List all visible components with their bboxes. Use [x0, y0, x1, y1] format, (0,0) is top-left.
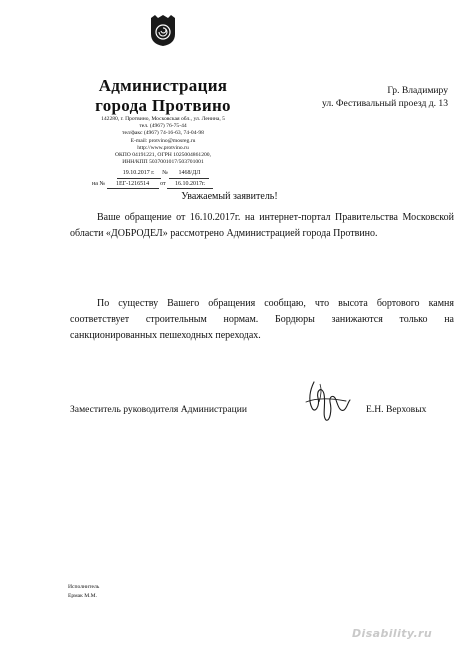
- contact-inn: ИНН/КПП 5037001017/503701001: [122, 159, 204, 166]
- contact-okpo: ОКПО 04191221, ОГРН 1025004861200,: [114, 152, 211, 159]
- city-emblem-icon: [150, 14, 176, 47]
- handwritten-signature: [300, 376, 354, 424]
- contact-fax: тел/факс (4967) 74-16-63, 74-04-98: [122, 130, 204, 137]
- reference-number: 1ЕГ-1216514: [107, 181, 159, 189]
- greeting: Уважаемый заявитель!: [181, 191, 278, 202]
- body-paragraph-text: Ваше обращение от 16.10.2017г. на интернет-портал Правительства Московской области «ДОБРОДЕЛ» рассмотрено Администрацией города Протвино.: [70, 212, 454, 239]
- watermark: Disability.ru: [352, 627, 433, 640]
- org-name-line1: Администрация: [98, 76, 228, 95]
- executor-block: [68, 583, 99, 601]
- signatory-title: Заместитель руководителя Администрации: [70, 404, 248, 415]
- addressee-address: ул. Фестивальный проезд д. 13: [321, 98, 448, 109]
- addressee-name: Гр. Владимиру: [387, 85, 448, 96]
- org-contacts: [78, 116, 248, 189]
- body-paragraph-text: По существу Вашего обращения сообщаю, что высота бортового камня соответствует строительным нормам. Бордюры занижаются только на санкционированных пешеходных переходах.: [70, 298, 454, 341]
- registration-line: [78, 170, 248, 178]
- executor-label: Исполнитель: [68, 584, 100, 590]
- reference-date: 16.10.2017г.: [167, 181, 213, 189]
- contact-website: http://www.protvino.ru: [137, 144, 189, 151]
- addressee-block: [300, 84, 448, 110]
- contact-phone: тел. (4967) 76-75-44: [139, 123, 187, 130]
- registration-date: 19.10.2017 г.: [117, 170, 161, 178]
- contact-email: E-mail: protvino@mosreg.ru: [130, 137, 196, 144]
- org-name-line2: города Протвино: [95, 96, 231, 115]
- reference-prefix: на №: [92, 180, 106, 187]
- body-paragraph-2: [70, 296, 454, 344]
- registration-number-label: №: [162, 170, 168, 177]
- reference-from: от: [160, 180, 166, 187]
- body-paragraph-1: [70, 210, 454, 242]
- reference-line: [78, 181, 248, 189]
- registration-number: 1468/ДЛ: [169, 170, 209, 178]
- contact-address: 142280, г. Протвино, Московская обл., ул. Ленина, 5: [101, 116, 225, 122]
- executor-name: Ермак М.М.: [68, 593, 97, 599]
- signatory-name: Е.Н. Верховых: [366, 404, 427, 415]
